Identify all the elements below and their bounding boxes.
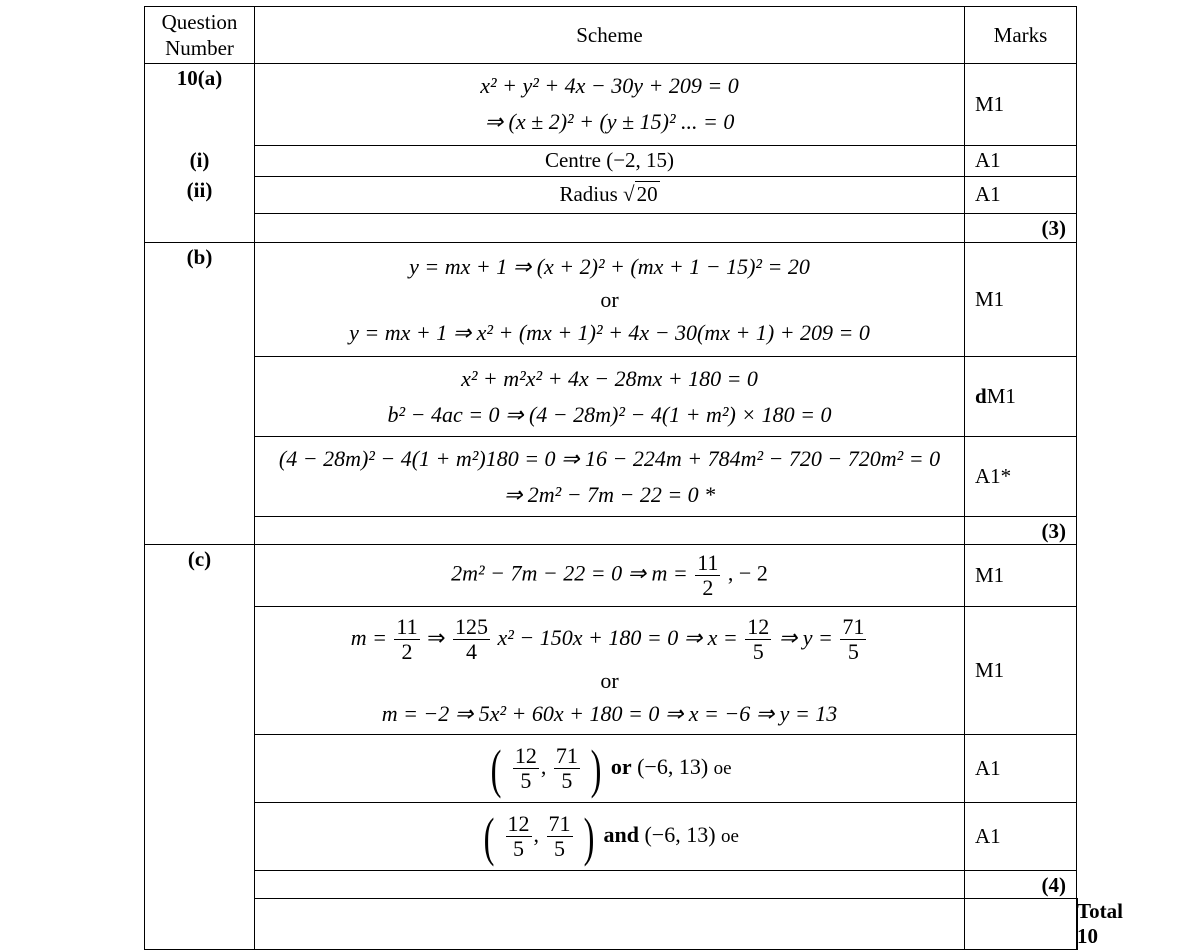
- part-c-label: (c): [187, 547, 212, 571]
- point-bracket: (: [483, 806, 495, 867]
- part-a-row-radius: [145, 176, 1078, 214]
- part-b-eq3: x² + m²x² + 4x − 28mx + 180 = 0: [461, 365, 758, 391]
- frac-den: 5: [554, 836, 565, 861]
- part-b-eq2: y = mx + 1 ⇒ x² + (mx + 1)² + 4x − 30(mx + 1) + 209 = 0: [349, 319, 870, 345]
- frac-den: 5: [520, 768, 532, 793]
- part-b-empty: [255, 517, 965, 545]
- part-b-eq1: y = mx + 1 ⇒ (x + 2)² + (mx + 1 − 15)² = 20: [409, 253, 810, 279]
- header-marks: Marks: [965, 7, 1077, 64]
- pt-y-frac: [547, 812, 573, 861]
- part-c-eq1-left: 2m² − 7m − 22 = 0 ⇒ m =: [451, 560, 688, 586]
- frac-den: 4: [466, 638, 478, 664]
- part-c-mark2: M1: [965, 607, 1077, 735]
- part-a-empty: [255, 214, 965, 243]
- pt-y-frac: [554, 744, 580, 793]
- part-a-line1: x² + y² + 4x − 30y + 209 = 0: [480, 73, 739, 99]
- radius-label: Radius: [559, 182, 618, 207]
- frac-num: 71: [842, 613, 865, 639]
- frac-num: 71: [555, 743, 578, 768]
- part-c-eq1-frac: [695, 551, 720, 600]
- part-b-expansion: [255, 437, 965, 517]
- part-c-row-1: [145, 545, 1078, 607]
- frac-den: 5: [752, 638, 764, 664]
- part-b-row-1: [145, 243, 1078, 357]
- radius-value: 20: [636, 182, 658, 207]
- part-b-subtotal-row: [145, 517, 1078, 545]
- part-c-or: or: [600, 667, 619, 693]
- part-b-row-3: [145, 437, 1078, 517]
- second-point: (−6, 13): [644, 821, 716, 847]
- part-a-expansion: [255, 64, 965, 146]
- part-b-mark2-m1: M1: [986, 384, 1016, 408]
- part-c-eq2-xfrac: [745, 615, 771, 664]
- part-c-solve-m: [255, 545, 965, 607]
- part-a-row-centre: [145, 145, 1078, 176]
- part-b-mark2-d: d: [975, 384, 987, 408]
- part-b-discriminant: [255, 357, 965, 437]
- part-b-substitution: [255, 243, 965, 357]
- frac-den: 2: [702, 575, 714, 600]
- part-b-label: (b): [186, 245, 213, 269]
- part-c-mark1: M1: [965, 545, 1077, 607]
- frac-num: 11: [396, 613, 418, 639]
- part-c-mark3: A1: [965, 735, 1077, 803]
- part-c-mark4: A1: [965, 803, 1077, 871]
- part-c-eq3: m = −2 ⇒ 5x² + 60x + 180 = 0 ⇒ x = −6 ⇒ y = 13: [381, 700, 838, 726]
- part-a-row-1: [145, 64, 1078, 146]
- part-c-eq2-yfrac: [840, 615, 866, 664]
- sqrt-symbol: √20: [623, 182, 658, 207]
- frac-num: 125: [455, 613, 489, 639]
- part-a-radius: [255, 176, 965, 214]
- part-a-label: 10(a): [176, 66, 223, 90]
- part-c-points-or: ( $\frac{12}{5}$ , $\frac{71}{5}$ ) or (−6, 13) oe: [255, 735, 965, 803]
- part-c-points-and: ( $\frac{12}{5}$ , $\frac{71}{5}$ ) and (−6, 13) oe: [255, 803, 965, 871]
- second-point: (−6, 13): [637, 753, 709, 779]
- part-b-mark2: [965, 357, 1077, 437]
- total-empty-1: [255, 899, 965, 950]
- frac-den: 5: [561, 768, 573, 793]
- part-b-label-cell: [145, 243, 255, 545]
- part-c-eq2-mfrac: [394, 615, 419, 664]
- header-row: [145, 7, 1078, 64]
- part-a-mark1: M1: [965, 64, 1077, 146]
- part-c-eq2-y: ⇒ y =: [778, 624, 833, 650]
- part-c-subtotal-row: [145, 871, 1078, 899]
- part-c-eq2: m = $\frac{11}{2}$ ⇒ $\frac{125}{4}$ x² − 150x + 180 = 0 ⇒ x = $\frac{12}{5}$ ⇒ y = $\frac{71}{5}$: [350, 613, 865, 664]
- point-bracket: ): [590, 738, 602, 799]
- frac-num: 11: [697, 550, 719, 575]
- part-b-eq6: ⇒ 2m² − 7m − 22 = 0 *: [503, 481, 716, 507]
- part-c-subtotal: (4): [965, 871, 1077, 899]
- header-question-number: Question Number: [145, 7, 255, 64]
- part-a-mark-ii: A1: [965, 176, 1077, 214]
- pt-x-frac: [513, 744, 539, 793]
- part-b-eq4: b² − 4ac = 0 ⇒ (4 − 28m)² − 4(1 + m²) × 180 = 0: [387, 401, 832, 427]
- oe-label: oe: [721, 825, 739, 847]
- frac-den: 2: [401, 638, 413, 664]
- frac-num: 12: [747, 613, 770, 639]
- frac-num: 12: [507, 811, 530, 836]
- part-c-eq2-m: m =: [350, 624, 387, 650]
- total-row: [145, 899, 1078, 950]
- part-b-eq5: (4 − 28m)² − 4(1 + m²)180 = 0 ⇒ 16 − 224m + 784m² − 720 − 720m² = 0: [278, 445, 941, 471]
- part-c-eq1-right: , − 2: [727, 560, 768, 586]
- and-word: and: [603, 821, 639, 847]
- mark-scheme-table: [144, 6, 1123, 950]
- part-b-row-2: [145, 357, 1078, 437]
- part-a-line2: ⇒ (x ± 2)² + (y ± 15)² ... = 0: [484, 109, 735, 135]
- or-word: or: [610, 753, 632, 779]
- part-a-label-cell: [145, 64, 255, 243]
- part-a-mark-i: A1: [965, 145, 1077, 176]
- point-bracket: (: [490, 738, 502, 799]
- oe-label: oe: [713, 757, 732, 779]
- part-a-subtotal: (3): [965, 214, 1077, 243]
- part-b-mark1: M1: [965, 243, 1077, 357]
- pt-x-frac: [506, 812, 532, 861]
- point-bracket: ): [583, 806, 595, 867]
- part-c-label-cell: [145, 545, 255, 950]
- part-c-row-3: [145, 735, 1078, 803]
- frac-den: 5: [513, 836, 524, 861]
- frac-num: 12: [514, 743, 537, 768]
- part-c-eq2-mid: x² − 150x + 180 = 0 ⇒ x =: [497, 624, 738, 650]
- part-a-sub-ii: (ii): [186, 178, 213, 202]
- part-c-row-2: [145, 607, 1078, 735]
- part-a-sub-i: (i): [189, 148, 210, 172]
- part-c-empty: [255, 871, 965, 899]
- part-b-mark3: A1*: [965, 437, 1077, 517]
- frac-den: 5: [847, 638, 859, 664]
- part-b-subtotal: (3): [965, 517, 1077, 545]
- header-scheme: Scheme: [255, 7, 965, 64]
- part-a-subtotal-row: [145, 214, 1078, 243]
- part-c-row-4: [145, 803, 1078, 871]
- total-marks: Total 10: [1077, 899, 1123, 948]
- part-c-eq2-afrac: [453, 615, 490, 664]
- part-c-substitution: [255, 607, 965, 735]
- frac-num: 71: [548, 811, 571, 836]
- part-b-or: or: [600, 286, 619, 312]
- part-a-centre: Centre (−2, 15): [255, 145, 965, 176]
